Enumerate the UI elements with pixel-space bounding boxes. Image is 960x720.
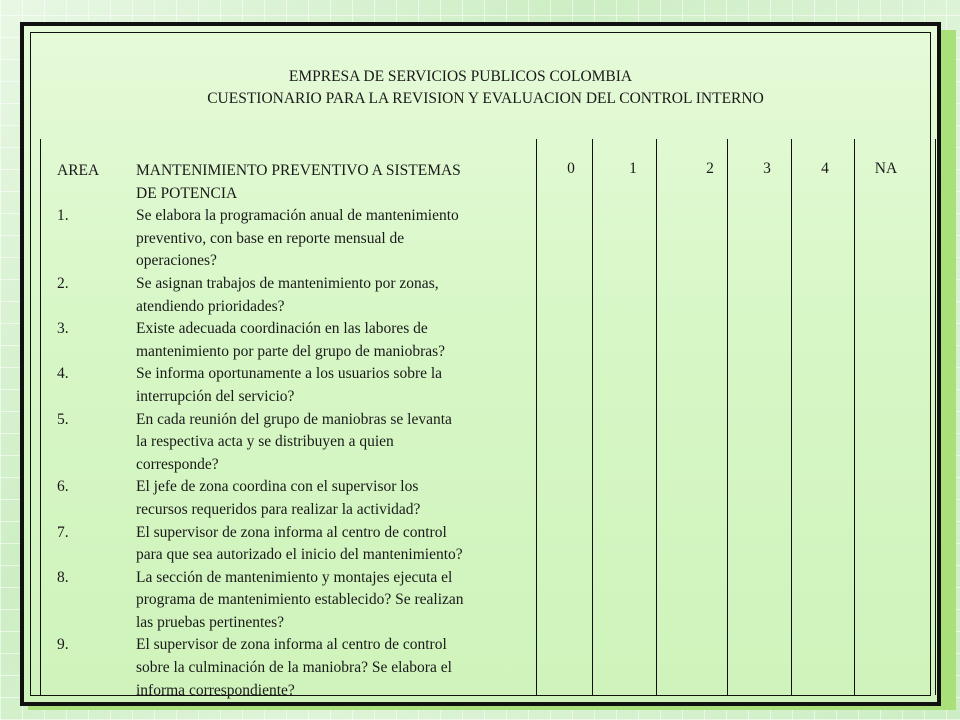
question-row [24,363,544,408]
question-number: 7. [57,523,69,541]
score-header-2: 2 [706,160,714,177]
question-row [24,273,544,318]
question-number: 5. [57,410,69,428]
question-text: Se informa oportunamente a los usuarios sobre la interrupción del servicio? [136,365,443,405]
question-number: 1. [57,207,69,225]
area-title: MANTENIMIENTO PREVENTIVO A SISTEMAS DE POTENCIA [136,162,461,202]
question-row [24,634,544,702]
question-text: La sección de mantenimiento y montajes ejecuta el programa de mantenimiento establecido? Se realizan las pruebas pertinentes? [136,568,464,631]
question-text: El supervisor de zona informa al centro de control sobre la culminación de la maniobra? Se elabora el informa correspondiente? [136,636,452,699]
questionnaire-title: CUESTIONARIO PARA LA REVISION Y EVALUACION DEL CONTROL INTERNO [207,90,764,107]
column-divider [854,139,855,695]
question-number: 9. [57,636,69,654]
company-title: EMPRESA DE SERVICIOS PUBLICOS COLOMBIA [288,68,633,85]
score-header-4: 4 [821,160,829,177]
question-text: Se elabora la programación anual de mantenimiento preventivo, con base en reporte mensual de operaciones? [136,207,459,270]
column-divider [727,139,728,695]
question-number: 2. [57,274,69,292]
score-header-na: NA [874,160,898,177]
question-number: 8. [57,568,69,586]
column-divider [791,139,792,695]
score-header-3: 3 [763,160,771,177]
column-divider [592,139,593,695]
score-header-0: 0 [567,160,575,177]
question-text: Se asignan trabajos de mantenimiento por zonas, atendiendo prioridades? [136,274,439,315]
question-row [24,318,544,363]
area-header-row [24,160,544,205]
table-right-border [935,139,936,695]
question-row [24,476,544,521]
column-divider [656,139,657,695]
question-text: El supervisor de zona informa al centro de control para que sea autorizado el inicio del mantenimiento? [136,523,463,564]
question-number: 4. [57,365,69,383]
question-row [24,567,544,635]
score-header-1: 1 [629,160,637,177]
question-row [24,205,544,273]
question-number: 6. [57,478,69,496]
question-text: El jefe de zona coordina con el supervisor los recursos requeridos para realizar la actividad? [136,478,421,518]
question-row [24,522,544,567]
area-label: AREA [57,162,100,179]
question-list [24,160,544,702]
question-text: Existe adecuada coordinación en las labores de mantenimiento por parte del grupo de maniobras? [136,320,446,360]
title-block [24,66,937,110]
question-number: 3. [57,320,69,338]
question-text: En cada reunión del grupo de maniobras se levanta la respectiva acta y se distribuyen a quien corresponde? [136,410,452,473]
question-row [24,409,544,477]
slide [20,22,941,706]
